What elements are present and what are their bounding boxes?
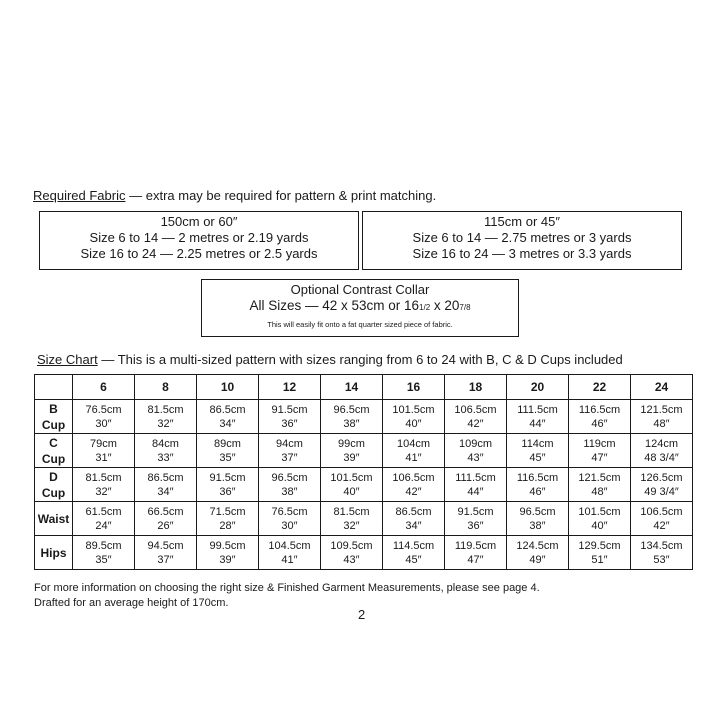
required-fabric-title: Required Fabric (33, 188, 126, 203)
measurement-inches: 33″ (157, 451, 174, 464)
size-header-12: 12 (259, 375, 321, 400)
measurement-cm: 114.5cm (392, 539, 435, 552)
measurement-inches: 35″ (95, 553, 112, 566)
measurement-cm: 91.5cm (209, 471, 246, 484)
measurement-inches: 53″ (653, 553, 670, 566)
measurement-cm: 111.5cm (455, 471, 496, 484)
measurement-cell (197, 536, 259, 570)
measurement-cell (445, 502, 507, 536)
measurement-cm: 76.5cm (85, 403, 122, 416)
measurement-cell (569, 502, 631, 536)
measurement-inches: 43″ (343, 553, 360, 566)
measurement-inches: 24″ (95, 519, 112, 532)
measurement-cm: 61.5cm (85, 505, 122, 518)
measurement-cm: 96.5cm (271, 471, 308, 484)
measurement-cell (73, 434, 135, 468)
measurement-inches: 30″ (95, 417, 112, 430)
row-label-line1: Waist (37, 511, 70, 526)
size-header-10: 10 (197, 375, 259, 400)
measurement-inches: 45″ (529, 451, 546, 464)
measurement-cell (259, 536, 321, 570)
measurement-inches: 42″ (405, 485, 422, 498)
measurement-cm: 81.5cm (85, 471, 122, 484)
fabric-115-large-sizes: Size 16 to 24 — 3 metres or 3.3 yards (412, 246, 632, 261)
measurement-cm: 81.5cm (147, 403, 184, 416)
collar-dimensions: All Sizes — 42 x 53cm or 161/2 x 207/8 (249, 298, 471, 313)
measurement-cm: 129.5cm (578, 539, 621, 552)
measurement-cm: 104cm (396, 437, 431, 450)
measurement-inches: 39″ (219, 553, 236, 566)
table-row (35, 400, 693, 434)
measurement-cell (507, 434, 569, 468)
measurement-cm: 119.5cm (454, 539, 497, 552)
table-row (35, 468, 693, 502)
row-label (35, 400, 73, 434)
measurement-cell (73, 502, 135, 536)
measurement-cm: 124.5cm (516, 539, 559, 552)
collar-note: This will easily fit onto a fat quarter sized piece of fabric. (267, 320, 453, 329)
fabric-width-150: 150cm or 60″ (160, 214, 238, 229)
measurement-cell (259, 434, 321, 468)
measurement-inches: 49 3/4″ (644, 485, 679, 498)
row-label-line2: Cup (41, 485, 66, 500)
measurement-cell (569, 536, 631, 570)
size-chart-table (34, 374, 693, 570)
row-label (35, 434, 73, 468)
measurement-cell (73, 468, 135, 502)
measurement-cm: 101.5cm (330, 471, 373, 484)
measurement-cell (445, 468, 507, 502)
measurement-cell (73, 400, 135, 434)
measurement-inches: 32″ (157, 417, 174, 430)
contrast-collar-box (201, 279, 519, 337)
measurement-cell (569, 400, 631, 434)
measurement-inches: 37″ (281, 451, 298, 464)
measurement-cell (197, 468, 259, 502)
measurement-cell (135, 468, 197, 502)
measurement-cm: 106.5cm (640, 505, 683, 518)
measurement-cell (135, 502, 197, 536)
measurement-inches: 32″ (343, 519, 360, 532)
measurement-inches: 36″ (219, 485, 236, 498)
measurement-cell (507, 468, 569, 502)
measurement-cell (631, 400, 693, 434)
measurement-inches: 43″ (467, 451, 484, 464)
measurement-cm: 91.5cm (457, 505, 494, 518)
measurement-inches: 37″ (157, 553, 174, 566)
measurement-cell (321, 400, 383, 434)
fabric-150-large-sizes: Size 16 to 24 — 2.25 metres or 2.5 yards (80, 246, 318, 261)
corner-cell (35, 375, 73, 400)
row-label-line2: Cup (41, 451, 66, 466)
measurement-inches: 46″ (529, 485, 546, 498)
measurement-cell (197, 400, 259, 434)
measurement-cell (507, 502, 569, 536)
measurement-cm: 104.5cm (268, 539, 311, 552)
measurement-cm: 86.5cm (147, 471, 184, 484)
measurement-inches: 34″ (219, 417, 236, 430)
fabric-box-115cm (362, 211, 682, 270)
size-header-8: 8 (135, 375, 197, 400)
measurement-inches: 38″ (343, 417, 360, 430)
measurement-cm: 121.5cm (640, 403, 683, 416)
measurement-cell (383, 468, 445, 502)
measurement-cell (135, 400, 197, 434)
footnote-size-info: For more information on choosing the right size & Finished Garment Measurements, please see page 4. (34, 582, 540, 594)
measurement-cell (197, 434, 259, 468)
row-label-line2: Cup (41, 417, 66, 432)
measurement-cm: 116.5cm (516, 471, 559, 484)
measurement-cell (259, 502, 321, 536)
measurement-cell (631, 468, 693, 502)
measurement-cm: 101.5cm (578, 505, 621, 518)
measurement-inches: 40″ (591, 519, 608, 532)
measurement-inches: 48 3/4″ (644, 451, 679, 464)
measurement-cm: 71.5cm (209, 505, 246, 518)
fabric-115-small-sizes: Size 6 to 14 — 2.75 metres or 3 yards (412, 230, 632, 245)
required-fabric-subtext: — extra may be required for pattern & print matching. (125, 188, 437, 203)
measurement-cell (321, 434, 383, 468)
measurement-inches: 34″ (405, 519, 422, 532)
measurement-cm: 111.5cm (517, 403, 558, 416)
measurement-inches: 26″ (157, 519, 174, 532)
measurement-cell (135, 536, 197, 570)
measurement-inches: 42″ (653, 519, 670, 532)
measurement-cell (259, 400, 321, 434)
measurement-cell (135, 434, 197, 468)
size-header-22: 22 (569, 375, 631, 400)
measurement-inches: 44″ (529, 417, 546, 430)
measurement-cm: 114cm (521, 437, 554, 450)
measurement-cm: 89.5cm (85, 539, 122, 552)
table-row (35, 502, 693, 536)
measurement-inches: 36″ (281, 417, 298, 430)
table-row (35, 434, 693, 468)
fabric-150-small-sizes: Size 6 to 14 — 2 metres or 2.19 yards (89, 230, 309, 245)
measurement-cell (383, 400, 445, 434)
size-header-14: 14 (321, 375, 383, 400)
size-chart-heading (37, 352, 623, 367)
measurement-cell (631, 434, 693, 468)
measurement-cell (631, 502, 693, 536)
row-label (35, 468, 73, 502)
measurement-cell (383, 536, 445, 570)
measurement-inches: 45″ (405, 553, 422, 566)
measurement-inches: 32″ (95, 485, 112, 498)
size-header-18: 18 (445, 375, 507, 400)
fabric-box-150cm (39, 211, 359, 270)
size-header-row (35, 375, 693, 400)
size-chart-subtext: — This is a multi-sized pattern with sizes ranging from 6 to 24 with B, C & D Cups included (97, 352, 623, 367)
measurement-cm: 91.5cm (271, 403, 308, 416)
row-label-line1: Hips (40, 545, 67, 560)
size-header-6: 6 (73, 375, 135, 400)
measurement-inches: 48″ (591, 485, 608, 498)
measurement-cell (73, 536, 135, 570)
size-header-16: 16 (383, 375, 445, 400)
measurement-cell (321, 502, 383, 536)
measurement-cm: 116.5cm (578, 403, 621, 416)
measurement-cm: 86.5cm (395, 505, 432, 518)
measurement-inches: 42″ (467, 417, 484, 430)
measurement-cm: 109cm (458, 437, 493, 450)
measurement-inches: 51″ (591, 553, 608, 566)
measurement-inches: 41″ (281, 553, 298, 566)
measurement-cell (321, 536, 383, 570)
measurement-inches: 44″ (467, 485, 484, 498)
size-chart-title: Size Chart (37, 352, 98, 367)
measurement-cm: 94cm (276, 437, 303, 450)
measurement-cm: 76.5cm (271, 505, 308, 518)
measurement-inches: 40″ (405, 417, 422, 430)
measurement-cell (631, 536, 693, 570)
measurement-inches: 38″ (529, 519, 546, 532)
measurement-cm: 99cm (338, 437, 365, 450)
measurement-inches: 49″ (529, 553, 546, 566)
measurement-cell (259, 468, 321, 502)
measurement-cm: 79cm (90, 437, 117, 450)
measurement-cm: 66.5cm (147, 505, 184, 518)
page-number: 2 (358, 607, 366, 622)
measurement-inches: 38″ (281, 485, 298, 498)
measurement-inches: 47″ (467, 553, 484, 566)
measurement-cell (445, 434, 507, 468)
measurement-cm: 119cm (583, 437, 616, 450)
measurement-cell (197, 502, 259, 536)
measurement-cell (321, 468, 383, 502)
measurement-inches: 40″ (343, 485, 360, 498)
measurement-inches: 28″ (219, 519, 236, 532)
measurement-cm: 96.5cm (333, 403, 370, 416)
row-label-line1: D (49, 469, 58, 484)
measurement-cell (383, 502, 445, 536)
footnote-height: Drafted for an average height of 170cm. (34, 597, 229, 609)
measurement-cm: 109.5cm (330, 539, 373, 552)
measurement-inches: 47″ (591, 451, 608, 464)
measurement-cm: 106.5cm (454, 403, 497, 416)
measurement-cm: 96.5cm (519, 505, 556, 518)
measurement-inches: 30″ (281, 519, 298, 532)
measurement-inches: 46″ (591, 417, 608, 430)
row-label (35, 536, 73, 570)
measurement-cm: 99.5cm (209, 539, 246, 552)
measurement-cell (383, 434, 445, 468)
measurement-inches: 39″ (343, 451, 360, 464)
measurement-cm: 101.5cm (392, 403, 435, 416)
measurement-cm: 106.5cm (392, 471, 435, 484)
measurement-cm: 121.5cm (578, 471, 621, 484)
measurement-inches: 36″ (467, 519, 484, 532)
measurement-cell (569, 434, 631, 468)
measurement-inches: 48″ (653, 417, 670, 430)
measurement-cm: 86.5cm (209, 403, 246, 416)
measurement-inches: 34″ (157, 485, 174, 498)
measurement-inches: 41″ (405, 451, 422, 464)
measurement-cm: 126.5cm (640, 471, 683, 484)
measurement-cm: 81.5cm (333, 505, 370, 518)
measurement-inches: 35″ (219, 451, 236, 464)
measurement-cell (445, 400, 507, 434)
measurement-cell (507, 400, 569, 434)
measurement-inches: 31″ (95, 451, 112, 464)
measurement-cm: 134.5cm (640, 539, 683, 552)
required-fabric-heading (33, 188, 436, 203)
collar-title: Optional Contrast Collar (290, 282, 430, 297)
measurement-cm: 124cm (644, 437, 679, 450)
row-label (35, 502, 73, 536)
measurement-cm: 94.5cm (147, 539, 184, 552)
size-header-20: 20 (507, 375, 569, 400)
measurement-cm: 89cm (214, 437, 241, 450)
measurement-cell (445, 536, 507, 570)
fabric-width-115: 115cm or 45″ (484, 214, 560, 229)
table-row (35, 536, 693, 570)
measurement-cell (507, 536, 569, 570)
measurement-cm: 84cm (152, 437, 179, 450)
size-header-24: 24 (631, 375, 693, 400)
measurement-cell (569, 468, 631, 502)
row-label-line1: C (49, 435, 58, 450)
row-label-line1: B (49, 401, 58, 416)
